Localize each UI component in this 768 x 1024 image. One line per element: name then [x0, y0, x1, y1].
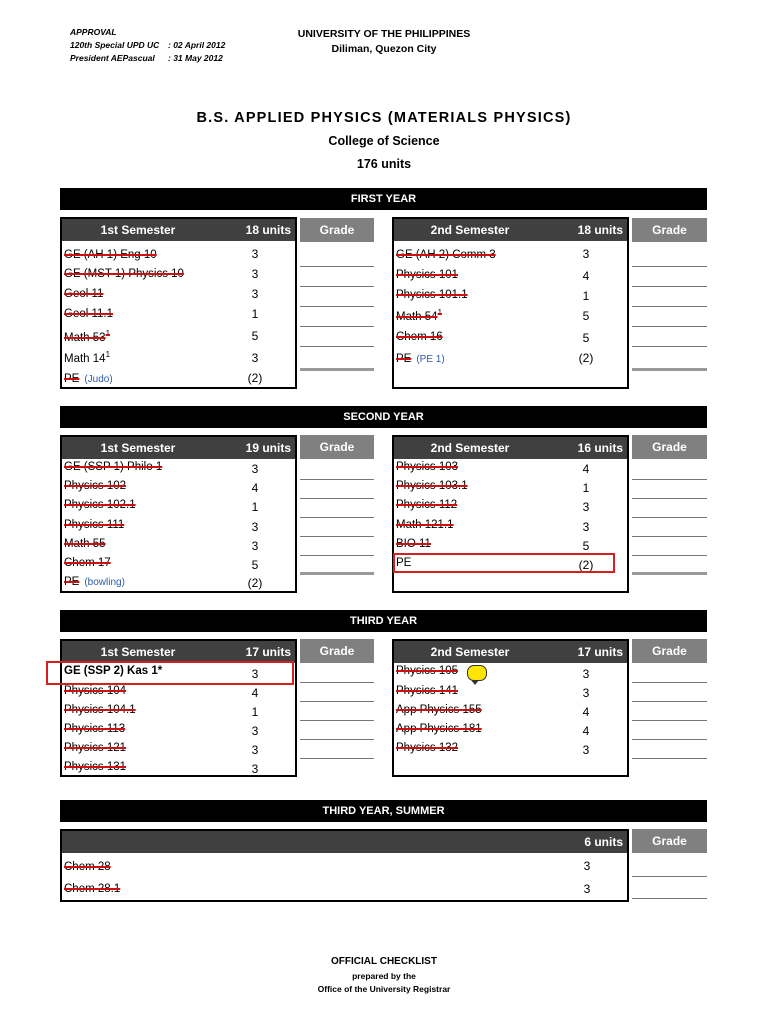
- grade-line[interactable]: [632, 306, 707, 307]
- semester-name: 2nd Semester: [430, 645, 510, 659]
- course-units: 3: [583, 859, 591, 873]
- grade-line[interactable]: [632, 479, 707, 480]
- year-header-first: FIRST YEAR: [60, 188, 707, 210]
- semester-units: 16 units: [577, 441, 623, 455]
- course-name: Physics 103: [396, 461, 459, 473]
- semester-units: 17 units: [577, 645, 623, 659]
- course-units: 3: [251, 724, 259, 738]
- grade-line[interactable]: [300, 479, 374, 480]
- first-year-sem2-table: [392, 217, 629, 389]
- course-name: Physics 111: [64, 519, 125, 531]
- highlight-box: [393, 553, 615, 573]
- course-name: Geol 11.1: [64, 308, 114, 320]
- semester-units: 6 units: [584, 835, 623, 849]
- course-units: 5: [582, 309, 590, 323]
- comment-icon[interactable]: [467, 665, 487, 681]
- year-header-third: THIRD YEAR: [60, 610, 707, 632]
- course-name: Physics 104: [64, 685, 127, 697]
- course-units: 3: [582, 667, 590, 681]
- grade-column-header: Grade: [300, 218, 374, 242]
- university-header: [250, 27, 518, 57]
- course-name: Math 55: [64, 538, 106, 550]
- course-units: 1: [582, 289, 590, 303]
- course-name: GE (AH 1) Eng 10: [64, 249, 157, 261]
- course-name: Physics 132: [396, 742, 459, 754]
- course-units: 4: [582, 705, 590, 719]
- semester-header: [62, 641, 295, 663]
- grade-line[interactable]: [632, 701, 707, 702]
- course-units: 1: [251, 705, 259, 719]
- course-name: Physics 121: [64, 742, 127, 754]
- semester-header: [62, 437, 295, 459]
- semester-header: [394, 219, 627, 241]
- grade-line[interactable]: [632, 326, 707, 327]
- course-name: Math $54^1$: [396, 308, 443, 323]
- third-year-sem1-table: [60, 639, 297, 777]
- course-units: 3: [582, 686, 590, 700]
- course-name: GE (SSP 1) Philo 1: [64, 461, 163, 473]
- grade-line[interactable]: [632, 720, 707, 721]
- grade-line[interactable]: [300, 498, 374, 499]
- course-units: 3: [582, 500, 590, 514]
- footer-office: Office of the University Registrar: [317, 984, 451, 994]
- grade-line[interactable]: [300, 720, 374, 721]
- course-units: 3: [251, 287, 259, 301]
- course-name: Math 121.1: [396, 519, 454, 531]
- course-units: 5: [582, 539, 590, 553]
- approval-line: President AEPascual : 31 May 2012: [70, 53, 223, 63]
- year-header-summer: THIRD YEAR, SUMMER: [60, 800, 707, 822]
- grade-line[interactable]: [632, 758, 707, 759]
- course-units: 1: [251, 307, 259, 321]
- course-name: Chem 28.1: [64, 883, 121, 895]
- course-units: 4: [251, 686, 259, 700]
- course-units: 5: [582, 331, 590, 345]
- course-name: Physics 101.1: [396, 289, 468, 301]
- grade-line[interactable]: [300, 536, 374, 537]
- course-units: 3: [251, 667, 259, 681]
- course-name: Physics 131: [64, 761, 127, 773]
- course-units: 3: [582, 520, 590, 534]
- course-name: Physics 105: [396, 665, 459, 677]
- semester-name: 2nd Semester: [430, 223, 510, 237]
- total-units: 176 units: [356, 157, 412, 171]
- course-units: 3: [251, 762, 259, 776]
- course-units: 1: [582, 481, 590, 495]
- university-name: UNIVERSITY OF THE PHILIPPINES: [297, 28, 471, 40]
- course-units: 4: [582, 724, 590, 738]
- first-year-sem1-table: [60, 217, 297, 389]
- grade-column-header: Grade: [632, 639, 707, 663]
- course-units: 5: [251, 329, 259, 343]
- grade-line[interactable]: [632, 346, 707, 347]
- course-name: Physics 102.1: [64, 499, 136, 511]
- course-name: Physics 141: [396, 685, 459, 697]
- course-name: PE (PE 1): [396, 353, 445, 365]
- course-name: PE: [396, 557, 412, 569]
- grade-line[interactable]: [300, 758, 374, 759]
- course-units: 1: [251, 500, 259, 514]
- grade-line[interactable]: [632, 368, 707, 371]
- course-name: Chem 16: [396, 331, 443, 343]
- grade-line[interactable]: [300, 682, 374, 683]
- grade-line[interactable]: [632, 498, 707, 499]
- second-year-sem1-table: [60, 435, 297, 593]
- course-name: Math $53^1$: [64, 329, 111, 344]
- semester-name: 1st Semester: [100, 223, 176, 237]
- course-name: Physics 102: [64, 480, 127, 492]
- grade-line[interactable]: [300, 572, 374, 575]
- course-units: 3: [251, 462, 259, 476]
- course-units: 3: [251, 267, 259, 281]
- course-name: GE (MST 1) Physics 10: [64, 268, 184, 280]
- semester-name: 1st Semester: [100, 441, 176, 455]
- footer-subtitle: prepared by the: [352, 971, 416, 981]
- grade-line[interactable]: [300, 701, 374, 702]
- course-units: 4: [251, 481, 259, 495]
- course-name: GE (AH 2) Comm 3: [396, 249, 496, 261]
- course-units: 5: [251, 558, 259, 572]
- course-name: Physics 101: [396, 269, 459, 281]
- grade-line[interactable]: [632, 682, 707, 683]
- course-name: PE (bowling): [64, 576, 125, 588]
- semester-header: [394, 437, 627, 459]
- course-units: (2): [578, 351, 594, 365]
- highlight-box: [46, 661, 294, 685]
- grade-line[interactable]: [632, 555, 707, 556]
- course-name: Physics 113: [64, 723, 126, 735]
- course-name: Physics 104.1: [64, 704, 136, 716]
- course-units: 3: [583, 882, 591, 896]
- course-units: 3: [582, 743, 590, 757]
- course-units: (2): [247, 371, 263, 385]
- year-header-second: SECOND YEAR: [60, 406, 707, 428]
- course-name: App Physics 155: [396, 704, 482, 716]
- course-units: 3: [251, 539, 259, 553]
- grade-line[interactable]: [300, 286, 374, 287]
- course-name: Geol 11: [64, 288, 104, 300]
- grade-column-header: Grade: [632, 829, 707, 853]
- course-name: Chem 17: [64, 557, 111, 569]
- grade-line[interactable]: [632, 876, 707, 877]
- summer-table: [60, 829, 629, 902]
- course-units: 4: [582, 269, 590, 283]
- grade-column-header: Grade: [632, 435, 707, 459]
- grade-line[interactable]: [632, 536, 707, 537]
- grade-line[interactable]: [300, 368, 374, 371]
- course-name: Physics 112: [396, 499, 458, 511]
- college-name: College of Science: [328, 134, 440, 148]
- course-name: Math $14^1$: [64, 350, 111, 365]
- grade-line[interactable]: [632, 572, 707, 575]
- university-location: Diliman, Quezon City: [331, 43, 437, 55]
- approval-block: [70, 26, 225, 65]
- semester-units: 18 units: [245, 223, 291, 237]
- course-name: Chem 28: [64, 861, 111, 873]
- course-name: PE (Judo): [64, 373, 113, 385]
- semester-units: 19 units: [245, 441, 291, 455]
- semester-name: 2nd Semester: [430, 441, 510, 455]
- grade-line[interactable]: [300, 326, 374, 327]
- course-units: 3: [251, 520, 259, 534]
- course-name: Physics 103.1: [396, 480, 468, 492]
- grade-line[interactable]: [632, 739, 707, 740]
- grade-line[interactable]: [300, 739, 374, 740]
- course-units: 3: [582, 247, 590, 261]
- semester-name: 1st Semester: [100, 645, 176, 659]
- semester-units: 17 units: [245, 645, 291, 659]
- semester-header: [62, 831, 627, 853]
- course-name: GE (SSP 2) Kas 1*: [64, 665, 163, 677]
- course-units: 4: [582, 462, 590, 476]
- course-name: BIO 11: [396, 538, 431, 550]
- approval-line: APPROVAL: [70, 27, 117, 37]
- grade-line[interactable]: [632, 517, 707, 518]
- grade-line[interactable]: [300, 517, 374, 518]
- grade-column-header: Grade: [300, 639, 374, 663]
- course-name: App Physics 181: [396, 723, 482, 735]
- semester-units: 18 units: [577, 223, 623, 237]
- course-units: (2): [578, 558, 594, 572]
- grade-line[interactable]: [300, 266, 374, 267]
- approval-line: 120th Special UPD UC : 02 April 2012: [70, 40, 226, 50]
- course-units: 3: [251, 247, 259, 261]
- course-units: (2): [247, 576, 263, 590]
- semester-header: [394, 641, 627, 663]
- grade-line[interactable]: [632, 266, 707, 267]
- grade-column-header: Grade: [300, 435, 374, 459]
- grade-line[interactable]: [300, 555, 374, 556]
- third-year-sem2-table: [392, 639, 629, 777]
- grade-line[interactable]: [632, 898, 707, 899]
- grade-line[interactable]: [300, 306, 374, 307]
- course-units: 3: [251, 351, 259, 365]
- grade-line[interactable]: [300, 346, 374, 347]
- semester-header: [62, 219, 295, 241]
- course-units: 3: [251, 743, 259, 757]
- grade-line[interactable]: [632, 286, 707, 287]
- footer-title: OFFICIAL CHECKLIST: [331, 956, 437, 967]
- grade-column-header: Grade: [632, 218, 707, 242]
- program-title: B.S. APPLIED PHYSICS (MATERIALS PHYSICS): [196, 110, 572, 126]
